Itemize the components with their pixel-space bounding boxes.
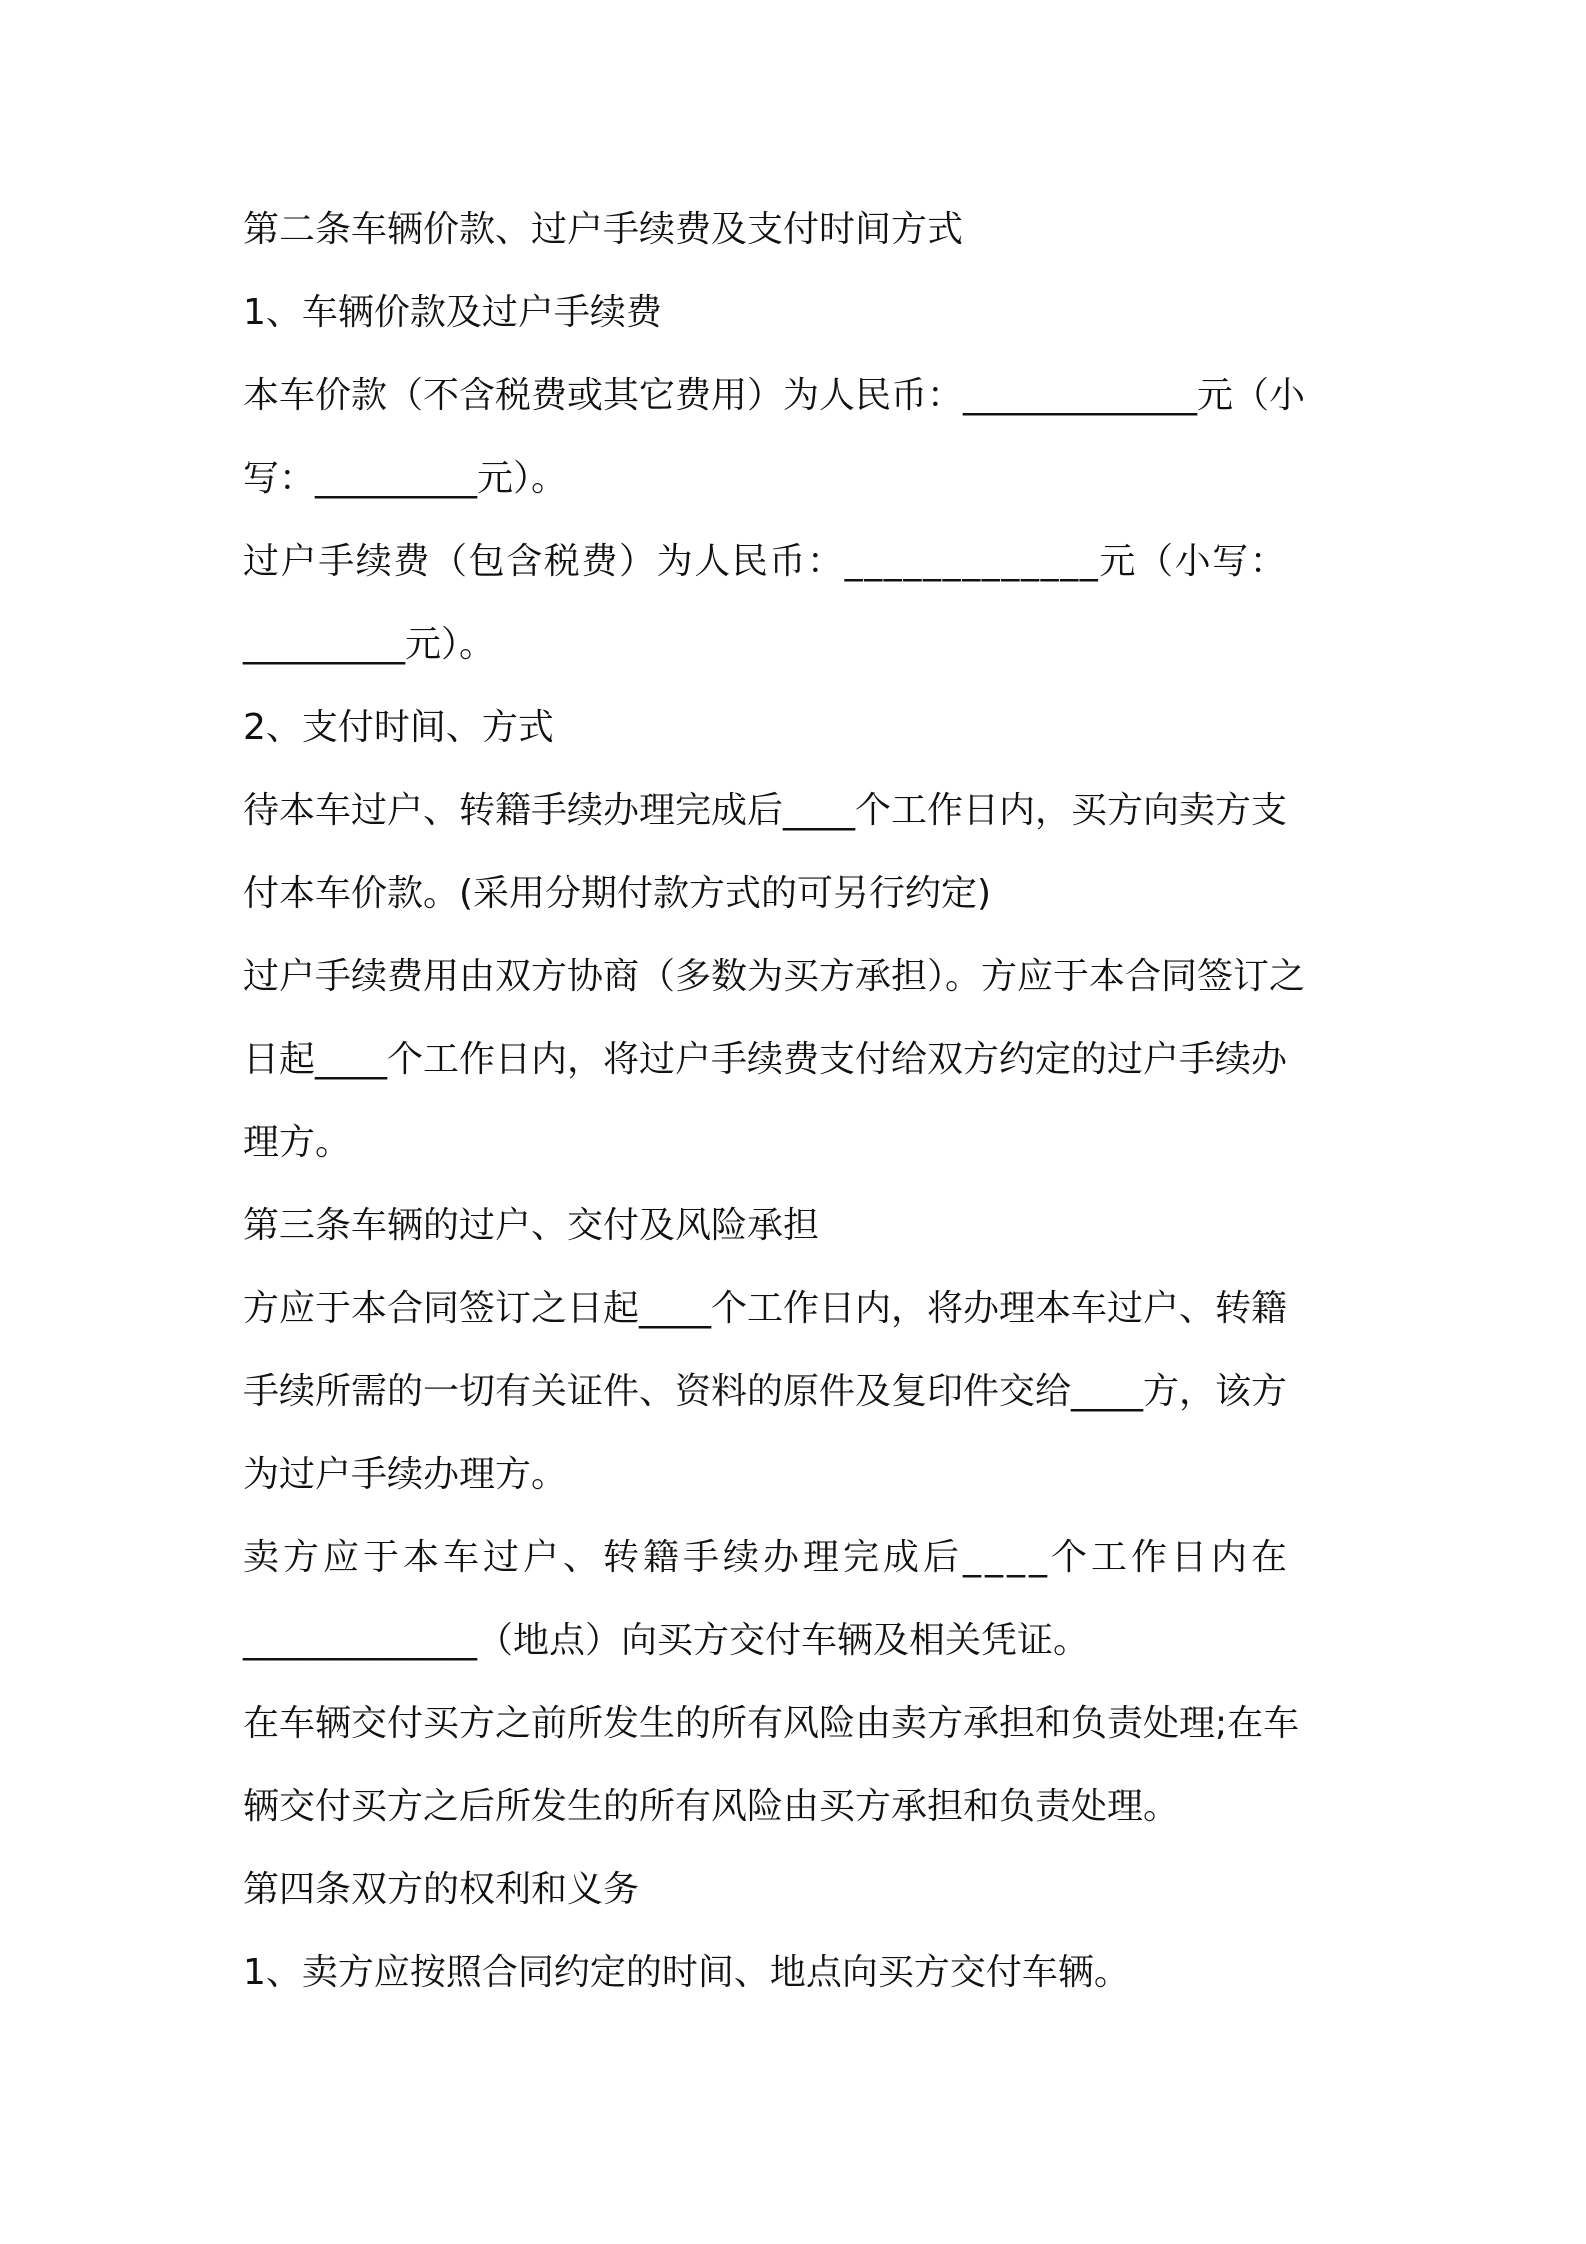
paragraph-line: 写：_________元）。 <box>243 458 568 499</box>
paragraph-line: 1、卖方应按照合同约定的时间、地点向买方交付车辆。 <box>243 1952 1130 1993</box>
paragraph-line: 方应于本合同签订之日起____个工作日内，将办理本车过户、转籍 <box>243 1288 1288 1329</box>
paragraph-line: 为过户手续办理方。 <box>243 1454 568 1495</box>
paragraph-line: 在车辆交付买方之前所发生的所有风险由卖方承担和负责处理;在车 <box>243 1703 1300 1744</box>
heading-article-3: 第三条车辆的过户、交付及风险承担 <box>243 1205 820 1246</box>
paragraph-line: 手续所需的一切有关证件、资料的原件及复印件交给____方，该方 <box>243 1371 1288 1412</box>
paragraph-line: 付本车价款。(采用分期付款方式的可另行约定) <box>243 873 992 914</box>
paragraph-line: _________元）。 <box>243 624 496 665</box>
subheading-price-and-fee: 1、车辆价款及过户手续费 <box>243 292 662 333</box>
paragraph-line: 本车价款（不含税费或其它费用）为人民币：_____________元（小 <box>243 375 1306 416</box>
paragraph-line: 卖方应于本车过户、转籍手续办理完成后____个工作日内在 <box>243 1537 1292 1578</box>
paragraph-line: 过户手续费用由双方协商（多数为买方承担）。方应于本合同签订之 <box>243 956 1306 997</box>
paragraph-line: 日起____个工作日内，将过户手续费支付给双方约定的过户手续办 <box>243 1039 1288 1080</box>
paragraph-line: 理方。 <box>243 1122 352 1163</box>
paragraph-line: 待本车过户、转籍手续办理完成后____个工作日内，买方向卖方支 <box>243 790 1288 831</box>
heading-article-4: 第四条双方的权利和义务 <box>243 1869 640 1910</box>
paragraph-line: 辆交付买方之后所发生的所有风险由买方承担和负责处理。 <box>243 1786 1180 1827</box>
paragraph-line: 过户手续费（包含税费）为人民币：_____________元（小写： <box>243 541 1288 582</box>
subheading-payment-time: 2、支付时间、方式 <box>243 707 554 748</box>
heading-article-2: 第二条车辆价款、过户手续费及支付时间方式 <box>243 209 964 250</box>
paragraph-line: _____________（地点）向买方交付车辆及相关凭证。 <box>243 1620 1090 1661</box>
